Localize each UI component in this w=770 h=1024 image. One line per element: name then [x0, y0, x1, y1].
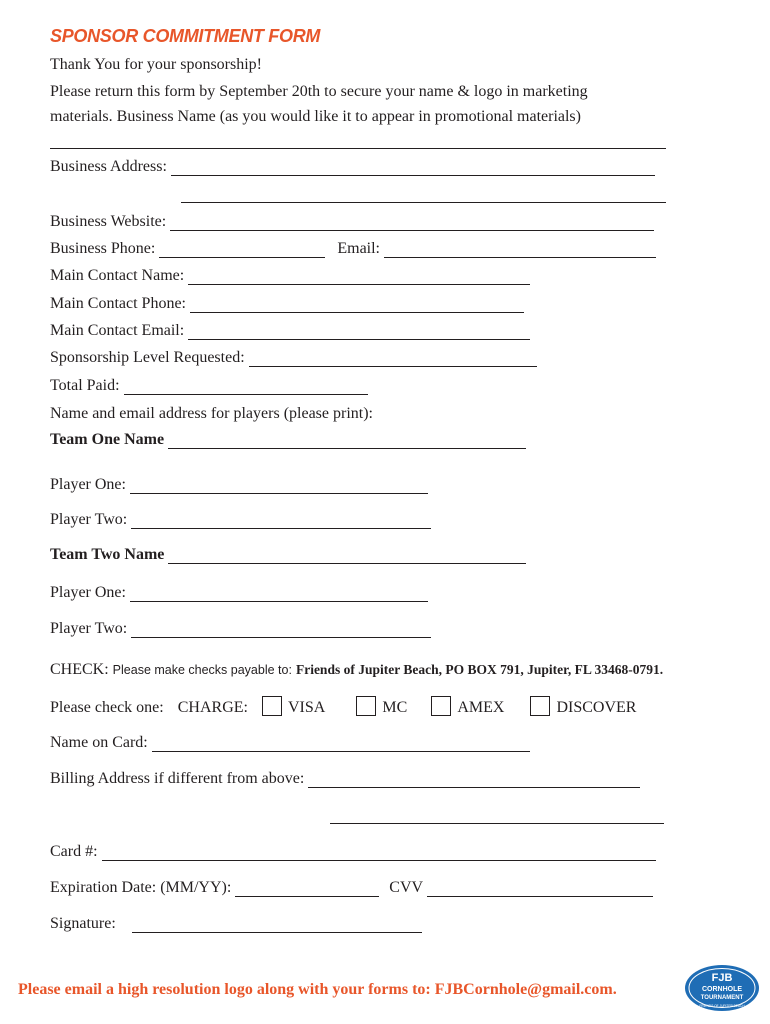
email-field[interactable] [384, 243, 656, 258]
team-one-player-one-field[interactable] [130, 479, 428, 494]
logo-ring-text: FRIENDS OF JUPITER BEACH [699, 1004, 745, 1008]
team-two-player-one-label: Player One: [50, 584, 126, 601]
mc-label: MC [382, 699, 408, 716]
name-on-card-label: Name on Card: [50, 734, 148, 751]
mc-checkbox[interactable] [356, 696, 376, 716]
billing-address-label: Billing Address if different from above: [50, 770, 305, 787]
expiration-field[interactable] [235, 882, 379, 897]
business-address-line-2[interactable] [181, 202, 666, 203]
cvv-label: CVV [389, 879, 424, 896]
players-header: Name and email address for players (please print): [50, 405, 373, 422]
sponsorship-level-field[interactable] [249, 352, 537, 367]
team-two-player-one-field[interactable] [130, 587, 428, 602]
instructions-line-1: Please return this form by September 20th to secure your name & logo in marketing [50, 83, 588, 100]
business-address-label: Business Address: [50, 158, 167, 175]
team-one-player-two-label: Player Two: [50, 511, 128, 528]
signature-field[interactable] [132, 918, 422, 933]
main-contact-phone-field[interactable] [190, 298, 524, 313]
amex-checkbox[interactable] [431, 696, 451, 716]
team-two-player-two-label: Player Two: [50, 620, 128, 637]
team-one-field[interactable] [168, 434, 526, 449]
team-two-player-two-field[interactable] [131, 623, 431, 638]
team-two-field[interactable] [168, 549, 526, 564]
business-address-field[interactable] [171, 161, 655, 176]
card-type-row [50, 696, 636, 717]
team-one-player-one-label: Player One: [50, 476, 126, 493]
team-two-label: Team Two Name [50, 546, 165, 563]
business-website-label: Business Website: [50, 213, 167, 230]
team-one-label: Team One Name [50, 431, 165, 448]
check-payee: Friends of Jupiter Beach, PO BOX 791, Jupiter, FL 33468-0791. [295, 662, 664, 677]
discover-checkbox[interactable] [530, 696, 550, 716]
amex-label: AMEX [457, 699, 505, 716]
signature-label: Signature: [50, 915, 116, 932]
total-paid-field[interactable] [124, 380, 368, 395]
business-name-field[interactable] [50, 148, 666, 149]
check-text: Please make checks payable to: [112, 663, 292, 677]
cvv-field[interactable] [427, 882, 653, 897]
visa-label: VISA [287, 699, 325, 716]
instructions-line-2: materials. Business Name (as you would like it to appear in promotional materials) [50, 108, 581, 125]
charge-label: CHARGE: [177, 699, 248, 716]
main-contact-name-field[interactable] [188, 270, 530, 285]
check-one-label: Please check one: [50, 699, 164, 716]
main-contact-phone-label: Main Contact Phone: [50, 295, 186, 312]
business-phone-field[interactable] [159, 243, 325, 258]
billing-address-line-2[interactable] [330, 823, 664, 824]
logo-tournament-text: TOURNAMENT [700, 995, 744, 1001]
card-number-field[interactable] [102, 846, 656, 861]
logo-cornhole-text: CORNHOLE [701, 986, 743, 993]
billing-address-field[interactable] [308, 773, 640, 788]
fjb-cornhole-logo [683, 963, 761, 1013]
form-title: SPONSOR COMMITMENT FORM [50, 26, 321, 46]
email-label: Email: [337, 240, 380, 257]
logo-fjb-text: FJB [711, 972, 733, 984]
main-contact-name-label: Main Contact Name: [50, 267, 185, 284]
check-instructions [50, 661, 663, 679]
discover-label: DISCOVER [556, 699, 637, 716]
check-label: CHECK: [50, 661, 109, 678]
total-paid-label: Total Paid: [50, 377, 120, 394]
team-one-player-two-field[interactable] [131, 514, 431, 529]
visa-checkbox[interactable] [262, 696, 282, 716]
name-on-card-field[interactable] [152, 737, 530, 752]
thank-you-text: Thank You for your sponsorship! [50, 56, 262, 73]
expiration-label: Expiration Date: (MM/YY): [50, 879, 232, 896]
card-number-label: Card #: [50, 843, 98, 860]
business-website-field[interactable] [170, 216, 654, 231]
footer-note: Please email a high resolution logo along with your forms to: FJBCornhole@gmail.com. [18, 981, 617, 998]
main-contact-email-field[interactable] [188, 325, 530, 340]
business-phone-label: Business Phone: [50, 240, 156, 257]
main-contact-email-label: Main Contact Email: [50, 322, 185, 339]
sponsorship-level-label: Sponsorship Level Requested: [50, 349, 245, 366]
